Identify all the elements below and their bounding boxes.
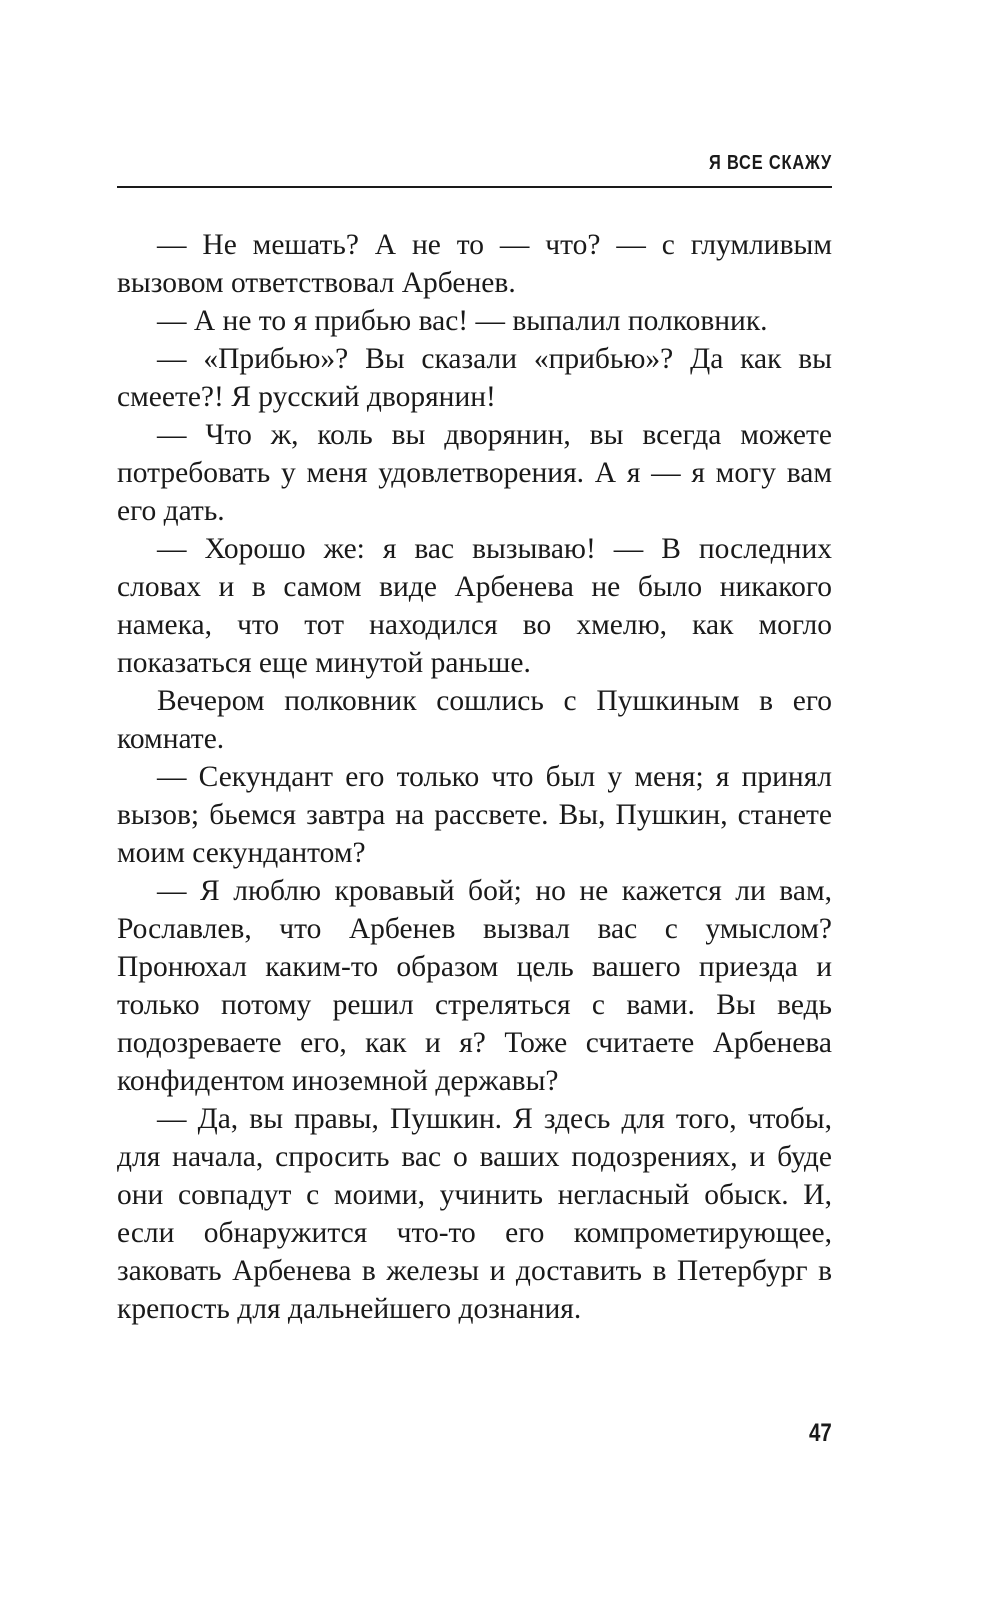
paragraph: — Хорошо же: я вас вызываю! — В последних словах и в самом виде Арбенева не было никакого намека, что тот находился во хмелю, как могло показаться еще минутой раньше. [117, 533, 832, 679]
paragraph: — Я люблю кровавый бой; но не кажется ли вам, Рославлев, что Арбенев вызвал вас с умыслом? Пронюхал каким-то образом цель вашего приезда и только потому решил стреляться с вами. Вы ведь подозреваете его, как и я? Тоже считаете Арбенева конфидентом иноземной державы? [117, 875, 832, 1097]
page-header [117, 148, 832, 188]
page-body [117, 226, 832, 1328]
paragraph: — «Прибью»? Вы сказали «прибью»? Да как вы смеете?! Я русский дворянин! [117, 343, 832, 413]
paragraph: Вечером полковник сошлись с Пушкиным в его комнате. [117, 685, 832, 755]
running-head: Я ВСЕ СКАЖУ [708, 152, 832, 174]
paragraph: — Да, вы правы, Пушкин. Я здесь для того, чтобы, для начала, спросить вас о ваших подозрениях, и буде они совпадут с моими, учинить негласный обыск. И, если обнаружится что-то его компрометирующее, заковать Арбенева в железы и доставить в Петербург в крепость для дальнейшего дознания. [117, 1103, 832, 1325]
paragraph: — Не мешать? А не то — что? — с глумливым вызовом ответствовал Арбенев. [117, 229, 832, 299]
paragraph: — Что ж, коль вы дворянин, вы всегда можете потребовать у меня удовлетворения. А я — я могу вам его дать. [117, 419, 832, 527]
page-number: 47 [809, 1419, 832, 1447]
paragraph: — А не то я прибью вас! — выпалил полковник. [157, 305, 768, 337]
paragraph: — Секундант его только что был у меня; я принял вызов; бьемся завтра на рассвете. Вы, Пушкин, станете моим секундантом? [117, 761, 832, 869]
